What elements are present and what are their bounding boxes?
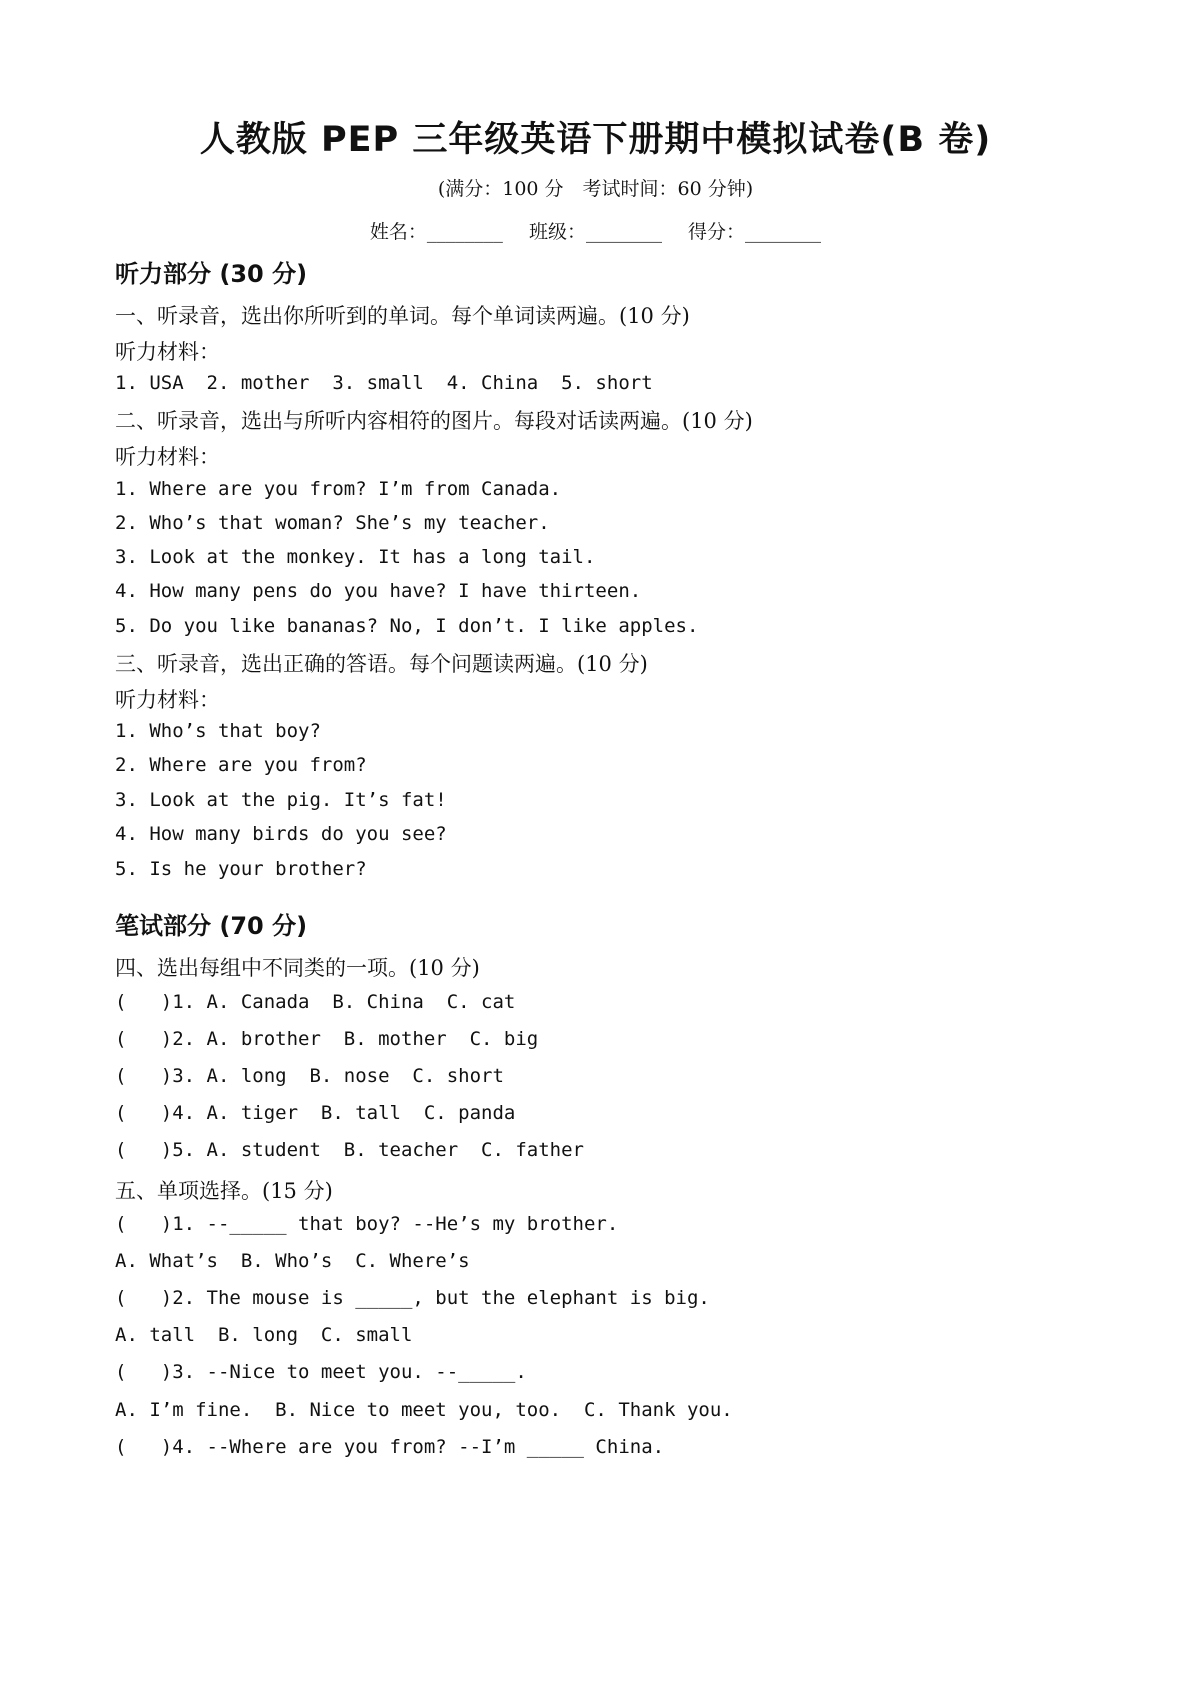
- q2-line-4: 4. How many pens do you have? I have thirteen.: [115, 580, 642, 602]
- q5-item-2-options: A. tall B. long C. small: [115, 1324, 413, 1346]
- name-field-label: 姓名：________: [369, 221, 503, 243]
- q4-item-1: ( )1. A. Canada B. China C. cat: [115, 991, 516, 1013]
- q1-material-line: 1. USA 2. mother 3. small 4. China 5. short: [115, 372, 653, 394]
- q3-material-label: 听力材料：: [115, 688, 220, 712]
- q5-item-3-options: A. I’m fine. B. Nice to meet you, too. C. Thank you.: [115, 1399, 733, 1421]
- q4-item-3: ( )3. A. long B. nose C. short: [115, 1065, 504, 1087]
- q3-line-5: 5. Is he your brother?: [115, 858, 367, 880]
- exam-subtitle: (满分：100 分 考试时间：60 分钟): [437, 178, 754, 200]
- score-field-label: 得分：________: [688, 221, 822, 243]
- q5-item-4-question: ( )4. --Where are you from? --I’m _____ China.: [115, 1436, 665, 1458]
- q2-line-3: 3. Look at the monkey. It has a long tail.: [115, 546, 596, 568]
- q2-material-label: 听力材料：: [115, 445, 220, 469]
- listening-heading: 听力部分 (30 分): [115, 260, 308, 288]
- q2-line-5: 5. Do you like bananas? No, I don’t. I like apples.: [115, 615, 699, 637]
- exam-title: 人教版 PEP 三年级英语下册期中模拟试卷(B 卷): [199, 120, 992, 160]
- q2-title: 二、听录音，选出与所听内容相符的图片。每段对话读两遍。(10 分): [115, 409, 753, 433]
- written-heading: 笔试部分 (70 分): [115, 912, 308, 940]
- q3-line-4: 4. How many birds do you see?: [115, 823, 447, 845]
- q5-title: 五、单项选择。(15 分): [115, 1179, 333, 1203]
- q3-line-3: 3. Look at the pig. It’s fat!: [115, 789, 447, 811]
- q4-item-4: ( )4. A. tiger B. tall C. panda: [115, 1102, 516, 1124]
- q5-item-1-options: A. What’s B. Who’s C. Where’s: [115, 1250, 470, 1272]
- class-field-label: 班级：________: [528, 221, 662, 243]
- q3-line-1: 1. Who’s that boy?: [115, 720, 321, 742]
- student-info: [0, 217, 1191, 244]
- q3-title: 三、听录音，选出正确的答语。每个问题读两遍。(10 分): [115, 652, 648, 676]
- q1-material-label: 听力材料：: [115, 340, 220, 364]
- q4-item-2: ( )2. A. brother B. mother C. big: [115, 1028, 539, 1050]
- q5-item-1-question: ( )1. --_____ that boy? --He’s my brother.: [115, 1213, 619, 1235]
- q5-item-3-question: ( )3. --Nice to meet you. --_____.: [115, 1361, 527, 1383]
- q4-title: 四、选出每组中不同类的一项。(10 分): [115, 956, 480, 980]
- q1-title: 一、听录音，选出你所听到的单词。每个单词读两遍。(10 分): [115, 304, 690, 328]
- q2-line-2: 2. Who’s that woman? She’s my teacher.: [115, 512, 550, 534]
- q2-line-1: 1. Where are you from? I’m from Canada.: [115, 478, 562, 500]
- q5-item-2-question: ( )2. The mouse is _____, but the elephant is big.: [115, 1287, 710, 1309]
- q4-item-5: ( )5. A. student B. teacher C. father: [115, 1139, 584, 1161]
- q3-line-2: 2. Where are you from?: [115, 754, 367, 776]
